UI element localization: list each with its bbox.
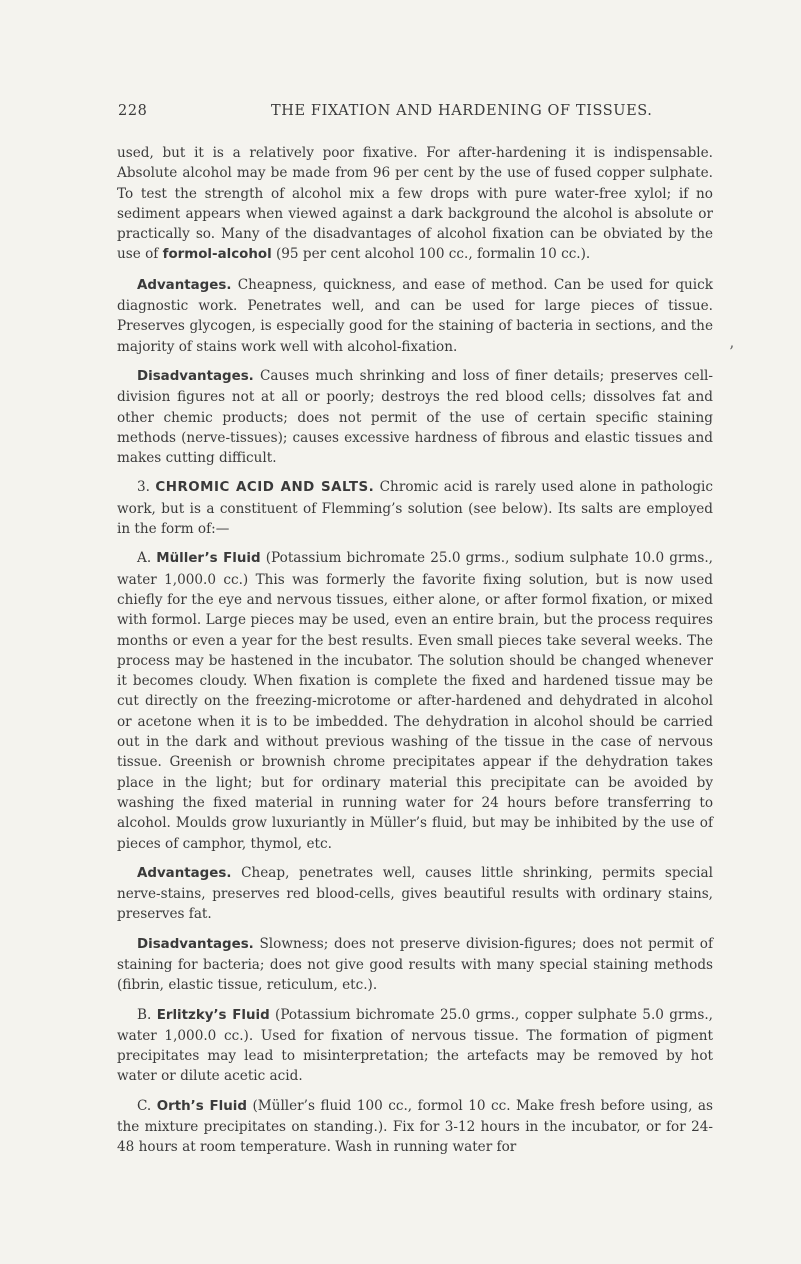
text-run: C.	[137, 1097, 157, 1114]
text-run: used, but it is a relatively poor fixative. For after-hardening it is indispensable. Absolute alcohol may be made from 96 per cent by the use of fused copper sulphate. To test the strength of alcohol mix a few drops with pure water-free xylol; if no sediment appears when viewed against a dark background the alcohol is absolute or practically so. Many of the disadvantages of alcohol fixation can be obviated by the use of	[117, 145, 713, 263]
page-number: 228	[118, 103, 148, 119]
text-run: Slowness; does not preserve division-figures; does not permit of staining for bacteria; does not give good results with many special staining methods (fibrin, elastic tissue, reticulum, etc.).	[117, 935, 713, 994]
bold-heading: CHROMIC ACID AND SALTS.	[155, 480, 375, 496]
bold-heading: Advantages.	[137, 865, 232, 881]
text-run: A.	[137, 550, 157, 567]
paragraph	[117, 934, 713, 996]
paragraph	[117, 275, 713, 357]
paragraph	[117, 1096, 713, 1158]
text-run: Causes much shrinking and loss of finer details; preserves cell-division figures not at all or poorly; destroys the red blood cells; dissolves fat and other chemic products; does not permit of the use of certain specific staining methods (nerve-tissues); causes excessive hardness of fibrous and elastic tissues and makes cutting difficult.	[117, 367, 713, 467]
paragraph	[117, 548, 713, 853]
bold-heading: Müller’s Fluid	[156, 551, 261, 567]
text-run: (Potassium bichromate 25.0 grms., sodium sulphate 10.0 grms., water 1,000.0 cc.) This was formerly the favorite fixing solution, but is now used chiefly for the eye and nervous tissues, either alone, or after formol fixation, or mixed with formol. Large pieces may be used, even an entire brain, but the process requires months or even a year for the best results. Even small pieces take several weeks. The process may be hastened in the incubator. The solution should be changed whenever it becomes cloudy. When fixation is complete the fixed and hardened tissue may be cut directly on the freezing-microtome or after-hardened and dehydrated in alcohol or acetone when it is to be imbedded. The dehydration in alcohol should be carried out in the dark and without previous washing of the tissue in the case of nervous tissue. Greenish or brownish chrome precipitates appear if the dehydration takes place in the light; but for ordinary material this precipitate can be avoided by washing the fixed material in running water for 24 hours before transferring to alcohol. Moulds grow luxuriantly in Müller’s fluid, but may be inhibited by the use of pieces of camphor, thymol, etc.	[117, 550, 713, 852]
text-run: Cheap, penetrates well, causes little shrinking, permits special nerve-stains, preserves red blood-cells, gives beautiful results with ordinary stains, preserves fat.	[117, 864, 713, 923]
body-text	[117, 143, 713, 1167]
paragraph	[117, 366, 713, 468]
text-run: B.	[137, 1006, 157, 1023]
text-run: (Potassium bichromate 25.0 grms., copper sulphate 5.0 grms., water 1,000.0 cc.). Used for fixation of nervous tissue. The formation of pigment precipitates may lead to misinterpretation; the artefacts may be removed by hot water or dilute acetic acid.	[117, 1006, 713, 1085]
running-head: THE FIXATION AND HARDENING OF TISSUES.	[271, 103, 653, 119]
page-header	[118, 103, 712, 125]
text-run: 3.	[137, 479, 156, 496]
text-run: (Müller’s fluid 100 cc., formol 10 cc. Make fresh before using, as the mixture precipitates on standing.). Fix for 3-12 hours in the incubator, or for 24-48 hours at room temperature. Wash in running water for	[117, 1097, 713, 1156]
text-run: Chromic acid is rarely used alone in pathologic work, but is a constituent of Flemming’s solution (see below). Its salts are employed in the form of:—	[117, 479, 713, 538]
paragraph	[117, 477, 713, 539]
bold-heading: Advantages.	[137, 277, 232, 293]
bold-heading: Orth’s Fluid	[156, 1098, 247, 1114]
margin-mark: ’	[729, 342, 735, 361]
paragraph	[117, 863, 713, 925]
paragraph	[117, 1005, 713, 1087]
bold-heading: Erlitzky’s Fluid	[156, 1007, 270, 1023]
bold-heading: formol-alcohol	[162, 247, 272, 263]
bold-heading: Disadvantages.	[137, 936, 254, 952]
bold-heading: Disadvantages.	[137, 368, 254, 384]
text-run: (95 per cent alcohol 100 cc., formalin 10 cc.).	[271, 246, 591, 263]
text-run: Cheapness, quickness, and ease of method. Can be used for quick diagnostic work. Penetrates well, and can be used for large pieces of tissue. Preserves glycogen, is especially good for the staining of bacteria in sections, and the majority of stains work well with alcohol-fixation.	[117, 276, 713, 355]
paragraph	[117, 143, 713, 266]
